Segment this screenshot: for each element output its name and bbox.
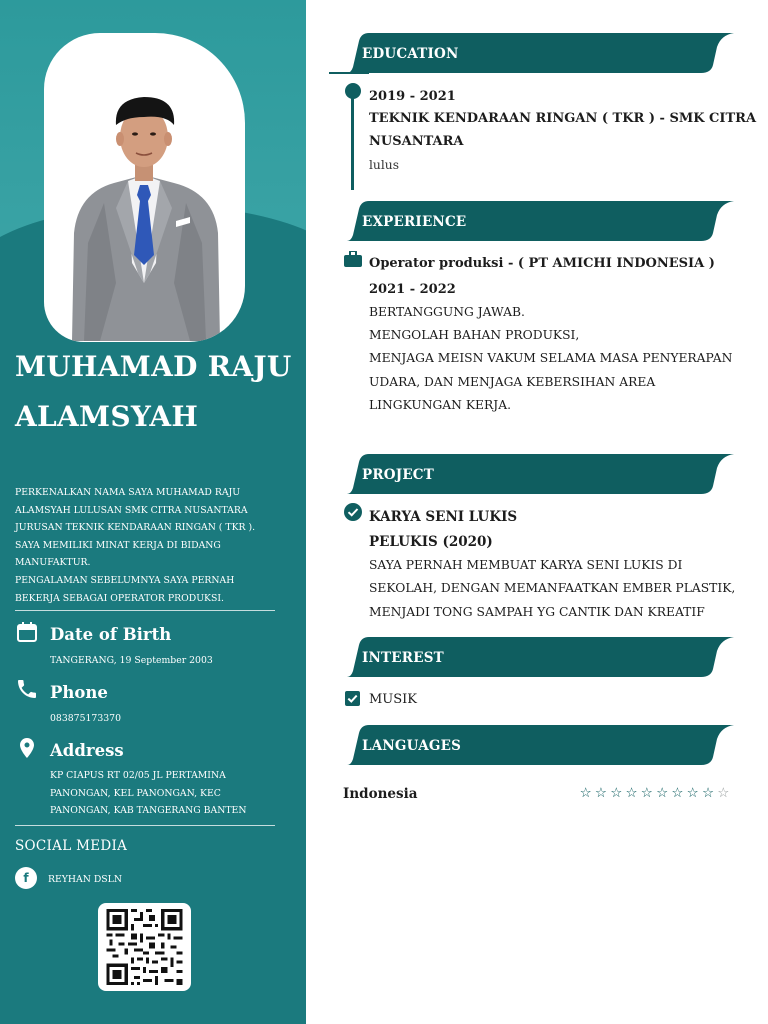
- project-desc-line: SAYA PERNAH MEMBUAT KARYA SENI LUKIS DI: [369, 558, 683, 572]
- briefcase-icon: [344, 251, 362, 267]
- interest-item: MUSIK: [369, 692, 418, 707]
- profile-name: [15, 348, 295, 436]
- timeline-line: [351, 92, 354, 190]
- phone-value[interactable]: 083875173370: [50, 713, 121, 724]
- education-school-line2: NUSANTARA: [369, 134, 464, 149]
- language-rating: [578, 784, 731, 802]
- divider: [15, 610, 275, 611]
- experience-desc-line: MENJAGA MEISN VAKUM SELAMA MASA PENYERAPAN: [369, 351, 733, 365]
- dob-value: TANGERANG, 19 September 2003: [50, 655, 213, 666]
- qr-code-icon: [106, 909, 183, 985]
- star-filled-icon: ☆: [686, 785, 699, 801]
- about-text: [15, 484, 277, 607]
- language-name: Indonesia: [343, 786, 418, 802]
- interest-header: [329, 637, 734, 679]
- project-desc-line: MENJADI TONG SAMPAH YG CANTIK DAN KREATIF: [369, 605, 705, 619]
- about-line: SAYA MEMILIKI MINAT KERJA DI BIDANG: [15, 539, 221, 551]
- calendar-icon: [15, 620, 39, 644]
- experience-desc-line: UDARA, DAN MENJAGA KEBERSIHAN AREA: [369, 375, 656, 389]
- education-status: lulus: [369, 158, 400, 172]
- project-title: KARYA SENI LUKIS: [369, 509, 518, 525]
- sidebar: [0, 0, 306, 1024]
- phone-title: Phone: [50, 683, 108, 702]
- profile-photo: [44, 33, 245, 342]
- about-line: MANUFAKTUR.: [15, 557, 91, 569]
- address-value: [50, 767, 290, 820]
- project-desc-line: SEKOLAH, DENGAN MEMANFAATKAN EMBER PLASTIK,: [369, 581, 736, 595]
- star-filled-icon: ☆: [640, 785, 653, 801]
- address-title: Address: [50, 741, 124, 760]
- location-pin-icon: [15, 736, 39, 760]
- languages-heading: LANGUAGES: [362, 738, 462, 754]
- star-filled-icon: ☆: [701, 785, 715, 801]
- education-school-line1: TEKNIK KENDARAAN RINGAN ( TKR ) - SMK CITRA: [369, 111, 757, 126]
- facebook-name[interactable]: REYHAN DSLN: [48, 874, 122, 885]
- star-filled-icon: ☆: [579, 785, 592, 801]
- education-years: 2019 - 2021: [369, 89, 456, 104]
- about-line: PENGALAMAN SEBELUMNYA SAYA PERNAH: [15, 574, 235, 586]
- experience-heading: EXPERIENCE: [362, 214, 467, 230]
- experience-desc-line: BERTANGGUNG JAWAB.: [369, 305, 525, 319]
- person-photo-illustration: [44, 33, 245, 342]
- experience-role: Operator produksi - ( PT AMICHI INDONESIA ): [369, 256, 715, 271]
- experience-years: 2021 - 2022: [369, 282, 456, 297]
- facebook-icon[interactable]: f: [15, 867, 37, 889]
- dob-title: Date of Birth: [50, 625, 172, 644]
- star-filled-icon: ☆: [594, 785, 607, 801]
- interest-heading: INTEREST: [362, 650, 444, 666]
- star-empty-icon: ☆: [717, 785, 730, 801]
- profile-name-line2: ALAMSYAH: [15, 400, 199, 433]
- languages-header: [329, 725, 734, 767]
- qr-code[interactable]: [98, 903, 191, 991]
- star-filled-icon: ☆: [610, 785, 623, 801]
- experience-header: [329, 201, 734, 243]
- address-line: KP CIAPUS RT 02/05 JL PERTAMINA: [50, 770, 226, 781]
- star-filled-icon: ☆: [625, 785, 638, 801]
- divider: [15, 825, 275, 826]
- education-header: [329, 33, 734, 75]
- checkbox-icon: [345, 691, 360, 706]
- profile-name-line1: MUHAMAD RAJU: [15, 350, 292, 383]
- education-heading: EDUCATION: [362, 46, 459, 62]
- phone-icon: [15, 677, 39, 701]
- project-heading: PROJECT: [362, 467, 434, 483]
- address-line: PANONGAN, KEL PANONGAN, KEC: [50, 787, 221, 799]
- address-line: PANONGAN, KAB TANGERANG BANTEN: [50, 805, 247, 816]
- social-media-title: SOCIAL MEDIA: [15, 838, 128, 854]
- about-line: PERKENALKAN NAMA SAYA MUHAMAD RAJU: [15, 487, 241, 498]
- about-line: BEKERJA SEBAGAI OPERATOR PRODUKSI.: [15, 592, 224, 604]
- star-filled-icon: ☆: [671, 785, 684, 801]
- check-circle-icon: [344, 503, 362, 521]
- project-header: [329, 454, 734, 496]
- about-line: ALAMSYAH LULUSAN SMK CITRA NUSANTARA: [15, 504, 248, 516]
- experience-desc-line: LINGKUNGAN KERJA.: [369, 398, 511, 412]
- star-filled-icon: ☆: [656, 785, 669, 801]
- experience-desc-line: MENGOLAH BAHAN PRODUKSI,: [369, 328, 580, 342]
- about-line: JURUSAN TEKNIK KENDARAAN RINGAN ( TKR ).: [15, 522, 256, 534]
- project-subtitle: PELUKIS (2020): [369, 534, 493, 550]
